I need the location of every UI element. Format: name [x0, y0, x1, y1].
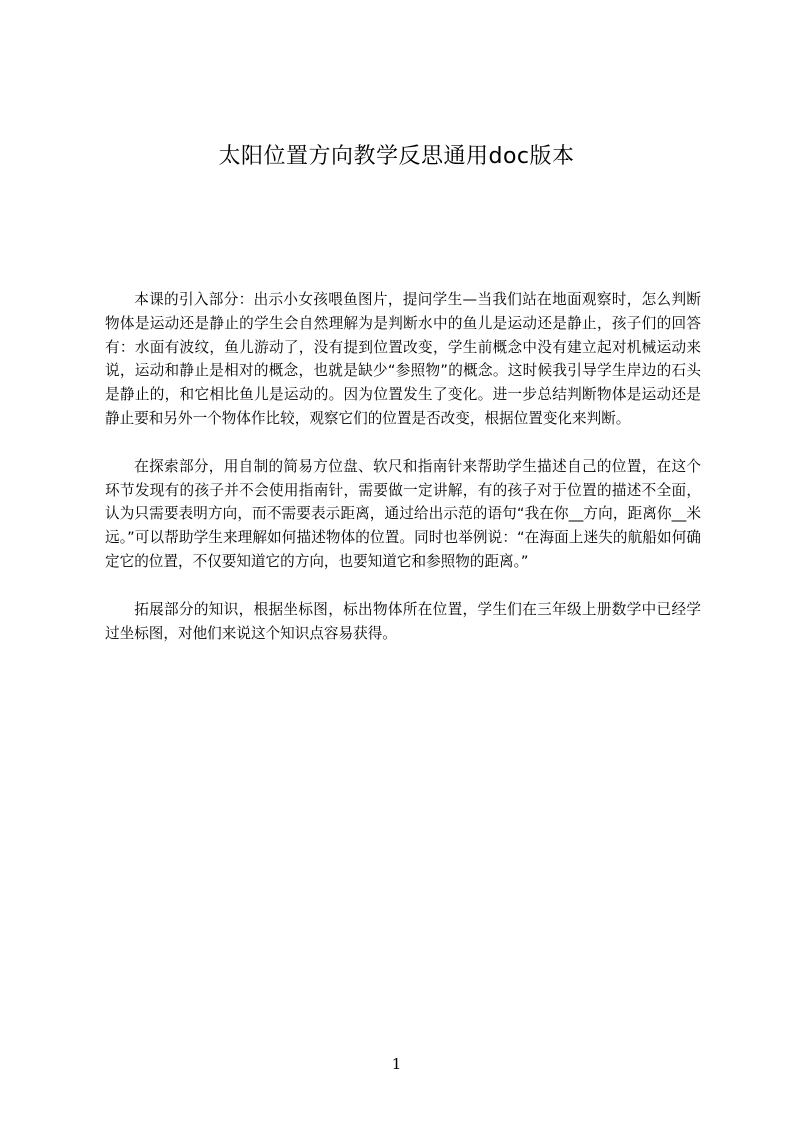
document-title: 太阳位置方向教学反思通用doc版本 — [218, 144, 575, 169]
paragraph-extension: 拓展部分的知识，根据坐标图，标出物体所在位置，学生们在三年级上册数学中已经学过坐标图，对他们来说这个知识点容易获得。 — [105, 600, 701, 642]
paragraph-introduction: 本课的引入部分：出示小女孩喂鱼图片，提问学生—当我们站在地面观察时，怎么判断物体是运动还是静止的学生会自然理解为是判断水中的鱼儿是运动还是静止，孩子们的回答有：水面有波纹，鱼儿游动了，没有提到位置改变，学生前概念中没有建立起对机械运动来说，运动和静止是相对的概念，也就是缺少“参照物”的概念。这时候我引导学生岸边的石头是静止的，和它相比鱼儿是运动的。因为位置发生了变化。进一步总结判断物体是运动还是静止要和另外一个物体作比较，观察它们的位置是否改变，根据位置变化来判断。 — [105, 291, 701, 427]
document-body — [105, 288, 701, 669]
paragraph-exploration: 在探索部分，用自制的简易方位盘、软尺和指南针来帮助学生描述自己的位置，在这个环节发现有的孩子并不会使用指南针，需要做一定讲解，有的孩子对于位置的描述不全面，认为只需要表明方向，而不需要表示距离，通过给出示范的语句“我在你__方向，距离你__米远。”可以帮助学生来理解如何描述物体的位置。同时也举例说：“在海面上迷失的航船如何确定它的位置，不仅要知道它的方向，也要知道它和参照物的距离。” — [105, 457, 701, 570]
page-number: 1 — [391, 1055, 402, 1073]
